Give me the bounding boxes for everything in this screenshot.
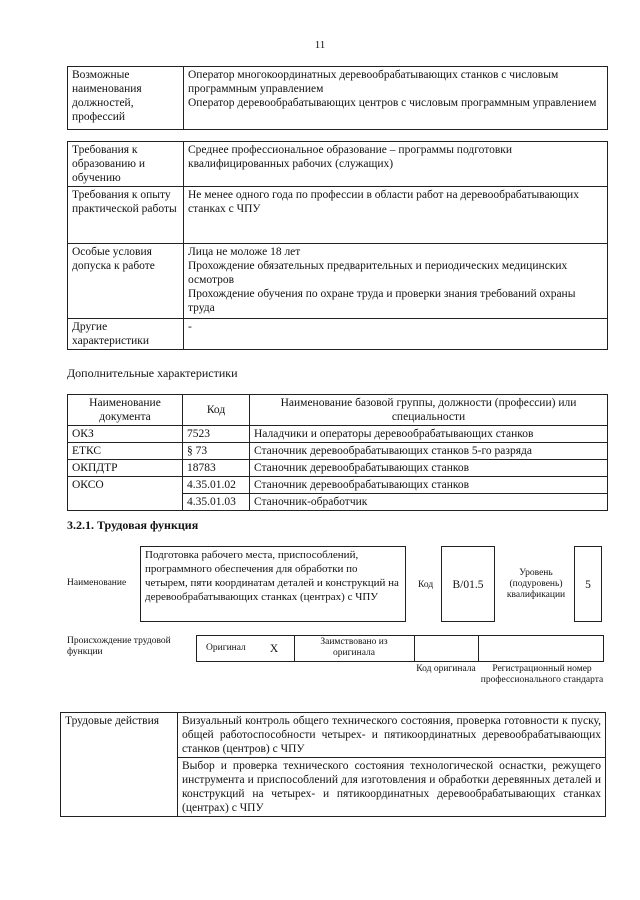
table-row <box>68 319 608 350</box>
code-box <box>441 546 495 622</box>
value-line: Прохождение обязательных предварительных и периодических медицинских осмотров <box>188 260 568 286</box>
cell-doc: ОКСО <box>68 477 183 511</box>
cell-doc: ЕТКС <box>68 443 183 460</box>
row-value <box>184 187 608 244</box>
function-name: Подготовка рабочего места, приспособлений, программного обеспечения для обработки по четырем, пяти координатам деталей и конструкций на деревообрабатывающих станках (центрах) с ЧПУ <box>145 549 399 603</box>
cell-name: Станочник деревообрабатывающих станков <box>250 460 608 477</box>
table-row <box>68 142 608 187</box>
value-line: Не менее одного года по профессии в области работ на деревообрабатывающих станках с ЧПУ <box>188 189 579 215</box>
row-value <box>184 142 608 187</box>
cell-doc: ОКЗ <box>68 426 183 443</box>
header-name: Наименование базовой группы, должности (профессии) или специальности <box>250 395 608 426</box>
cell-code: 18783 <box>183 460 250 477</box>
level-box <box>574 546 602 622</box>
row-label: Требования к образованию и обучению <box>68 142 184 187</box>
value-line: Оператор многокоординатных деревообрабатывающих станков с числовым программным управлением <box>188 69 559 95</box>
row-value <box>184 319 608 350</box>
divider <box>414 635 415 662</box>
header-code: Код <box>183 395 250 426</box>
section-title: 3.2.1. Трудовая функция <box>67 518 199 532</box>
value-line: Лица не моложе 18 лет <box>188 246 301 258</box>
reg-number-label: Регистрационный номер профессионального стандарта <box>480 664 604 685</box>
origin-label: Происхождение трудовой функции <box>67 636 171 657</box>
level-label: Уровень (подуровень) квалификации <box>506 568 566 600</box>
row-value <box>184 244 608 319</box>
table-row <box>68 187 608 244</box>
table-row <box>68 426 608 443</box>
actions-label: Трудовые действия <box>61 713 178 817</box>
occupations-table <box>67 66 608 130</box>
additional-title: Дополнительные характеристики <box>67 366 238 380</box>
additional-table <box>67 394 608 511</box>
value-line: Прохождение обучения по охране труда и проверки знания требований охраны труда <box>188 288 576 314</box>
cell-name: Станочник деревообрабатывающих станков 5-го разряда <box>250 443 608 460</box>
requirements-table <box>67 141 608 350</box>
row-label: Особые условия допуска к работе <box>68 244 184 319</box>
actions-table <box>60 712 606 817</box>
cell-code: 4.35.01.03 <box>183 494 250 511</box>
page-number: 11 <box>314 39 326 51</box>
value-line: Среднее профессиональное образование – программы подготовки квалифицированных рабочих (служащих) <box>188 144 513 170</box>
row-label: Другие характеристики <box>68 319 184 350</box>
table-row <box>68 477 608 494</box>
cell-code: § 73 <box>183 443 250 460</box>
code-original-label: Код оригинала <box>416 664 476 674</box>
level-value: 5 <box>585 579 591 591</box>
action-item: Выбор и проверка технического состояния технологической оснастки, режущего инструмента и приспособлений для изготовления и обработки деревянных деталей и конструкций на четырех- и пятикоординатных деревообрабатывающих станках (центрах) с ЧПУ <box>178 758 606 817</box>
cell-name: Наладчики и операторы деревообрабатывающих станков <box>250 426 608 443</box>
value-line: - <box>188 321 192 333</box>
divider <box>478 635 479 662</box>
table-row <box>68 244 608 319</box>
name-label: Наименование <box>67 578 127 588</box>
original-label: Оригинал <box>206 643 246 653</box>
cell-name: Станочник-обработчик <box>250 494 608 511</box>
code-label: Код <box>418 580 434 590</box>
table-row <box>68 460 608 477</box>
code-value: B/01.5 <box>452 579 484 591</box>
cell-code: 7523 <box>183 426 250 443</box>
cell-code: 4.35.01.02 <box>183 477 250 494</box>
table-row <box>61 713 606 758</box>
row-label: Возможные наименования должностей, профессий <box>68 67 184 130</box>
row-label: Требования к опыту практической работы <box>68 187 184 244</box>
action-item: Визуальный контроль общего технического состояния, проверка готовности к пуску, общей работоспособности четырех- и пятикоординатных деревообрабатывающих станков (центров) с ЧПУ <box>178 713 606 758</box>
value-line: Оператор деревообрабатывающих центров с числовым программным управлением <box>188 97 597 109</box>
table-header-row <box>68 395 608 426</box>
header-document: Наименование документа <box>68 395 183 426</box>
divider <box>294 635 295 662</box>
cell-doc: ОКПДТР <box>68 460 183 477</box>
original-mark: X <box>269 643 279 655</box>
table-row <box>68 67 608 130</box>
borrowed-label: Заимствовано из оригинала <box>320 637 388 658</box>
table-row <box>68 443 608 460</box>
row-value <box>184 67 608 130</box>
function-name-box <box>140 546 406 622</box>
cell-name: Станочник деревообрабатывающих станков <box>250 477 608 494</box>
